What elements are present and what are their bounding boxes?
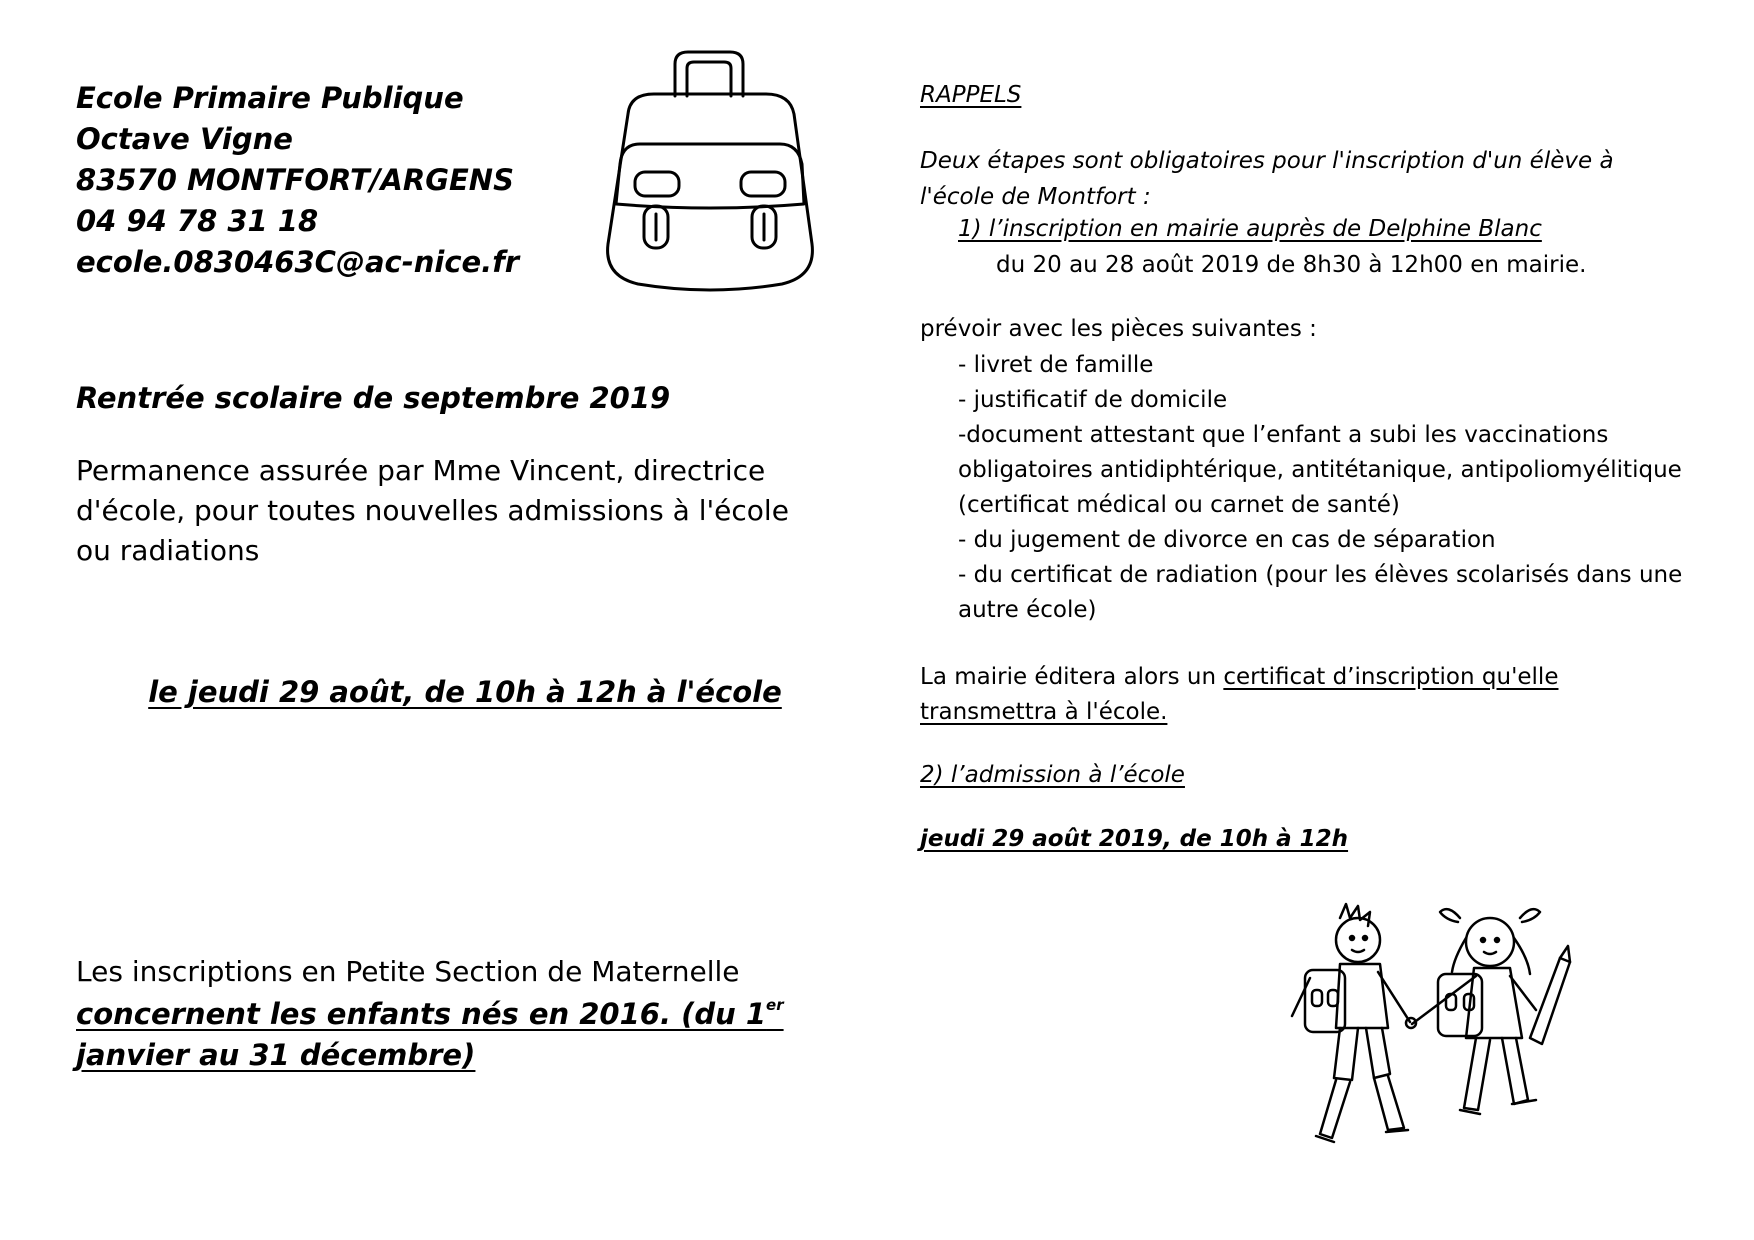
rentree-title: Rentrée scolaire de septembre 2019 <box>76 381 671 415</box>
list-item: -document attestant que l’enfant a subi les vaccinations obligatoires antidiphtérique, antitétanique, antipoliomyélitique (certificat médical ou carnet de santé) <box>958 422 1682 518</box>
permanence-text: Permanence assurée par Mme Vincent, directrice d'école, pour toutes nouvelles admissions à l'école ou radiations <box>76 454 789 567</box>
school-email: ecole.0830463C@ac-nice.fr <box>76 245 520 279</box>
school-name: Ecole Primaire Publique <box>76 81 464 115</box>
school-subname: Octave Vigne <box>76 122 293 156</box>
mairie-certificate-text: certificat d’inscription qu'elle transmettra à l'école. <box>920 664 1559 725</box>
step1-dates: du 20 au 28 août 2019 de 8h30 à 12h00 en mairie. <box>996 252 1587 278</box>
ps-detail <box>76 994 836 1076</box>
pieces-intro: prévoir avec les pièces suivantes : <box>920 316 1317 342</box>
rappels-title <box>920 82 1021 108</box>
ps-detail-before: concernent les enfants nés en 2016. (du 1 <box>76 997 767 1031</box>
school-phone: 04 94 78 31 18 <box>76 204 319 238</box>
children-walking-icon <box>1270 898 1600 1158</box>
ps-detail-sup: er <box>766 996 784 1014</box>
school-city: 83570 MONTFORT/ARGENS <box>76 163 514 197</box>
list-item: - justificatif de domicile <box>958 387 1228 413</box>
list-item: - du jugement de divorce en cas de séparation <box>958 527 1496 553</box>
ps-intro: Les inscriptions en Petite Section de Maternelle <box>76 955 740 988</box>
school-address-block <box>76 78 519 283</box>
step1-title: 1) l’inscription en mairie auprès de Delphine Blanc <box>958 216 1542 242</box>
step2-title: 2) l’admission à l’école <box>920 762 1185 788</box>
list-item: - livret de famille <box>958 352 1154 378</box>
main-date <box>0 675 930 709</box>
main-date-text: le jeudi 29 août, de 10h à 12h à l'école <box>148 675 782 709</box>
step2-date: jeudi 29 août 2019, de 10h à 12h <box>920 826 1349 852</box>
mairie-certificate-note <box>920 660 1680 730</box>
ps-detail-text <box>76 997 784 1072</box>
mairie-prefix: La mairie éditera alors un <box>920 664 1224 690</box>
rappels-title-text: RAPPELS <box>920 82 1022 108</box>
schoolbag-icon <box>590 44 830 299</box>
rappels-intro: Deux étapes sont obligatoires pour l'inscription d'un élève à l'école de Montfort : <box>920 148 1614 210</box>
pieces-list <box>958 348 1698 628</box>
ps-detail-after: janvier au 31 décembre) <box>76 1038 476 1072</box>
list-item: - du certificat de radiation (pour les élèves scolarisés dans une autre école) <box>958 562 1683 623</box>
